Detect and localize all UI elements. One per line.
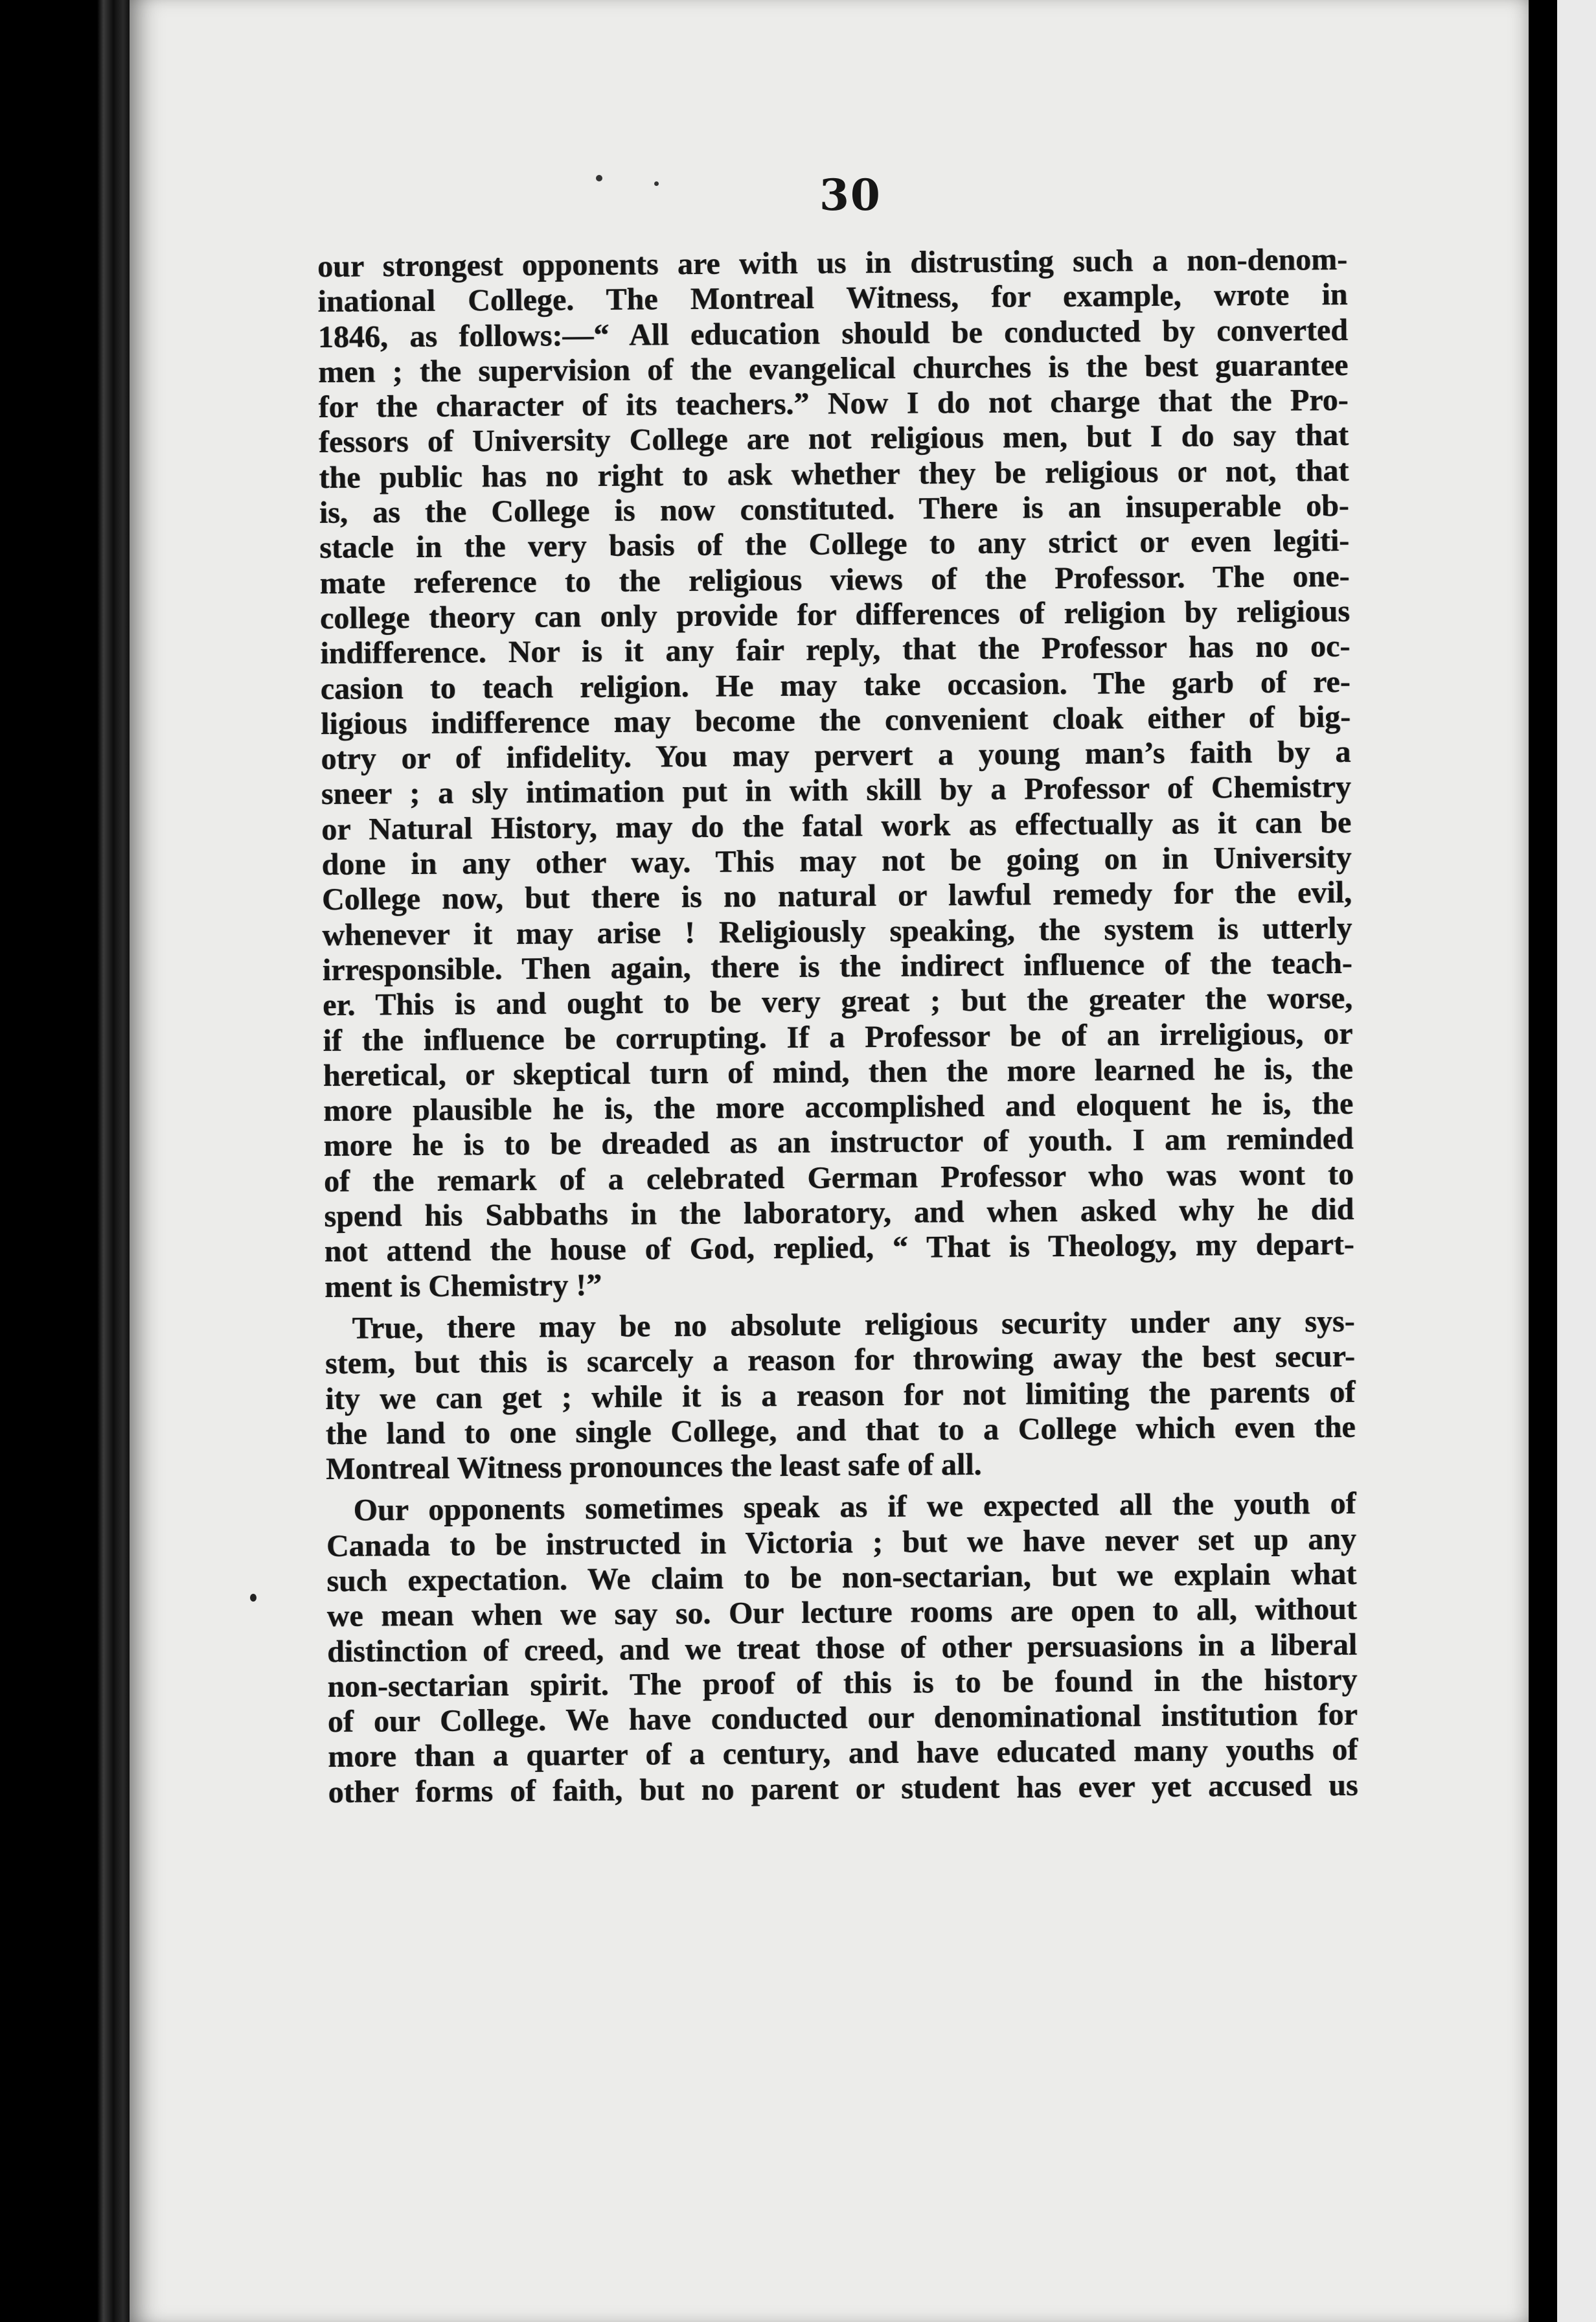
text-line: of our College. We have conducted our denominational institution for — [327, 1697, 1358, 1740]
text-line: our strongest opponents are with us in distrusting such a non-denom- — [317, 242, 1348, 284]
margin-ink-mark — [250, 1594, 256, 1602]
text-line: for the character of its teachers.” Now I do not charge that the Pro- — [318, 383, 1349, 425]
text-line: College now, but there is no natural or lawful remedy for the evil, — [321, 875, 1352, 917]
paragraph-2 — [325, 1304, 1356, 1488]
text-line: not attend the house of God, replied, “ That is Theology, my depart- — [324, 1227, 1354, 1269]
text-line: is, as the College is now constituted. There is an insuperable ob- — [319, 488, 1349, 531]
text-line: ment is Chemistry !” — [324, 1267, 602, 1304]
paragraph-1 — [317, 242, 1354, 1305]
scan-left-edge — [0, 0, 130, 2322]
text-line: fessors of University College are not religious men, but I do say that — [318, 418, 1349, 460]
text-line: 1846, as follows:—“ All education should be conducted by converted — [317, 312, 1349, 354]
text-line: men ; the supervision of the evangelical churches is the best guarantee — [318, 347, 1349, 389]
text-line: stacle in the very basis of the College to any strict or even legiti- — [319, 523, 1350, 566]
text-line: such expectation. We claim to be non-sectarian, but we explain what — [326, 1556, 1357, 1598]
text-line: whenever it may arise ! Religiously speaking, the system is utterly — [322, 910, 1352, 952]
text-line: irresponsible. Then again, there is the indirect influence of the teach- — [322, 945, 1352, 987]
text-line: of the remark of a celebrated German Professor who was wont to — [323, 1156, 1354, 1199]
next-page-edge — [1557, 0, 1596, 2322]
text-line: ligious indifference may become the convenient cloak either of big- — [320, 699, 1351, 741]
ink-speck — [596, 175, 602, 181]
body-text — [317, 242, 1358, 1810]
text-line: more than a quarter of a century, and have educated many youths of — [328, 1732, 1358, 1775]
text-line: non-sectarian spirit. The proof of this is to be found in the history — [327, 1662, 1358, 1704]
text-line: otry or of infidelity. You may pervert a young man’s faith by a — [321, 735, 1351, 777]
text-line: more plausible he is, the more accomplished and eloquent he is, the — [323, 1086, 1354, 1129]
text-line: casion to teach religion. He may take occasion. The garb of re- — [320, 664, 1351, 706]
ink-speck — [654, 181, 659, 186]
page-number: 30 — [819, 170, 882, 220]
text-line: True, there may be no absolute religious security under any sys- — [352, 1304, 1355, 1346]
text-line: or Natural History, may do the fatal work as effectually as it can be — [321, 805, 1352, 847]
text-line: other forms of faith, but no parent or student has ever yet accused us — [328, 1767, 1358, 1810]
text-line: mate reference to the religious views of the Professor. The one- — [319, 558, 1350, 601]
text-line: if the influence be corrupting. If a Professor be of an irreligious, or — [323, 1016, 1353, 1058]
text-line: indifference. Nor is it any fair reply, that the Professor has no oc- — [320, 629, 1351, 671]
text-line: Our opponents sometimes speak as if we expected all the youth of — [353, 1486, 1356, 1528]
text-line: distinction of creed, and we treat those of other persuasions in a liberal — [326, 1627, 1358, 1669]
text-line: ity we can get ; while it is a reason for not limiting the parents of — [325, 1374, 1356, 1416]
text-line: spend his Sabbaths in the laboratory, and when asked why he did — [324, 1191, 1354, 1234]
page-gutter — [1529, 0, 1557, 2322]
text-line: inational College. The Montreal Witness, for example, wrote in — [317, 277, 1348, 319]
text-line: college theory can only provide for differences of religion by religious — [319, 593, 1351, 636]
text-line: stem, but this is scarcely a reason for throwing away the best secur- — [325, 1339, 1356, 1381]
text-line: er. This is and ought to be very great ; but the greater the worse, — [322, 981, 1353, 1023]
text-line: done in any other way. This may not be going on in University — [321, 840, 1352, 882]
text-line: we mean when we say so. Our lecture rooms are open to all, without — [326, 1592, 1357, 1634]
text-line: Montreal Witness pronounces the least safe of all. — [325, 1447, 982, 1487]
text-line: Canada to be instructed in Victoria ; but we have never set up any — [326, 1521, 1357, 1563]
text-line: more he is to be dreaded as an instructor of youth. I am reminded — [323, 1121, 1354, 1164]
text-line: the land to one single College, and that to a College which even the — [325, 1409, 1356, 1451]
paragraph-3 — [326, 1486, 1358, 1810]
text-line: the public has no right to ask whether they be religious or not, that — [319, 453, 1349, 495]
text-line: heretical, or skeptical turn of mind, then the more learned he is, the — [323, 1051, 1354, 1093]
text-line: sneer ; a sly intimation put in with skill by a Professor of Chemistry — [321, 770, 1352, 812]
